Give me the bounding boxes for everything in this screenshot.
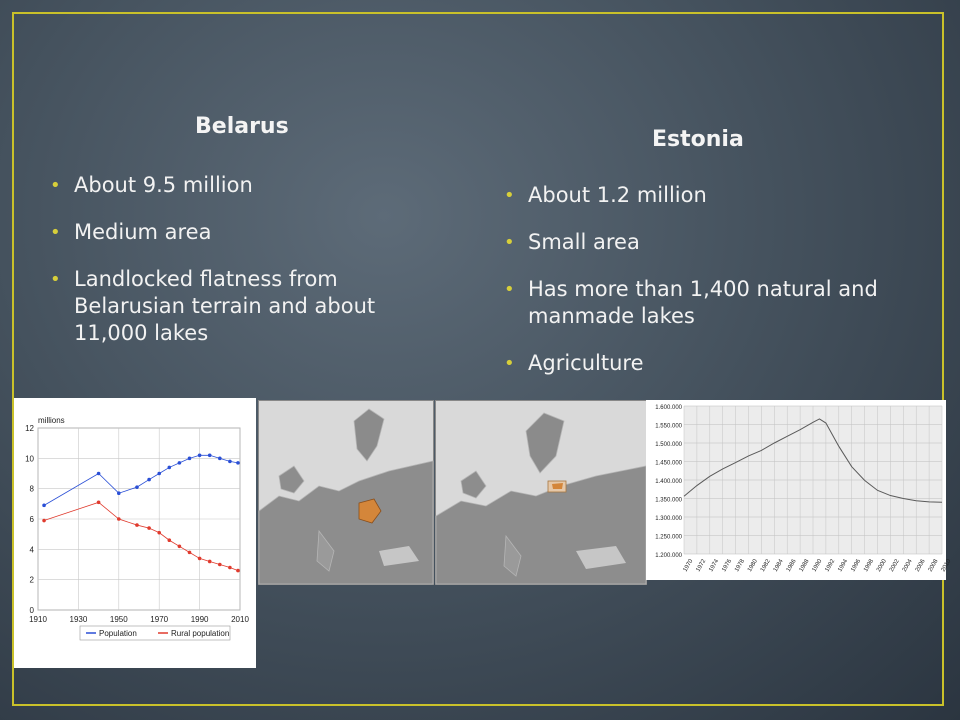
data-point (188, 457, 192, 461)
x-tick-label: 2006 (914, 558, 927, 573)
data-point (228, 566, 232, 570)
x-tick-label: 1990 (190, 615, 209, 624)
y-tick-label: 1.350.000 (655, 497, 682, 504)
x-tick-label: 1978 (734, 558, 747, 573)
bullet-icon: • (50, 175, 61, 196)
data-point (228, 460, 232, 464)
x-tick-label: 1950 (109, 615, 128, 624)
data-point (168, 538, 172, 542)
data-point (97, 472, 101, 476)
y-tick-label: 1.550.000 (655, 423, 682, 430)
x-tick-label: 2000 (876, 558, 888, 573)
estonia-bullet-text: Agriculture (528, 351, 644, 375)
belarus-title: Belarus (195, 114, 289, 139)
y-tick-label: 1.450.000 (655, 460, 682, 467)
belarus-bullet-list (46, 172, 446, 367)
belarus-population-chart (14, 398, 256, 668)
bullet-icon: • (50, 222, 61, 243)
y-tick-label: 4 (29, 545, 34, 555)
data-point (147, 478, 151, 482)
y-axis-label: millions (38, 416, 65, 425)
data-point (178, 545, 182, 549)
data-point (236, 569, 240, 573)
estonia-bullet-text: Small area (528, 230, 640, 254)
belarus-bullet-item (46, 266, 446, 347)
estonia-highlight (552, 483, 563, 489)
data-point (135, 523, 139, 527)
data-point (208, 454, 212, 458)
belarus-bullet-text: Medium area (74, 220, 212, 244)
y-tick-label: 1.500.000 (655, 442, 682, 448)
data-point (147, 526, 151, 530)
legend-label: Rural population (171, 629, 230, 638)
y-tick-label: 6 (29, 515, 34, 524)
data-point (42, 504, 46, 508)
x-tick-label: 1992 (824, 558, 837, 573)
estonia-population-chart (646, 400, 953, 580)
belarus-bullet-text: Landlocked flatness from Belarusian terrain and about 11,000 lakes (74, 267, 376, 345)
data-point (168, 466, 172, 470)
bullet-icon: • (504, 279, 515, 300)
data-point (42, 519, 46, 523)
x-tick-label: 1982 (759, 558, 772, 573)
data-point (218, 563, 222, 567)
bullet-icon: • (504, 232, 515, 253)
x-tick-label: 1998 (863, 558, 876, 573)
x-tick-label: 1976 (721, 558, 734, 573)
data-point (208, 560, 212, 564)
legend-label: Population (99, 629, 137, 638)
data-point (97, 501, 101, 505)
estonia-bullet-item (500, 182, 920, 209)
x-tick-label: 2010 (231, 615, 249, 624)
estonia-bullet-text: Has more than 1,400 natural and manmade lakes (528, 277, 878, 328)
data-point (188, 551, 192, 555)
belarus-bullet-item (46, 172, 446, 199)
bullet-icon: • (50, 269, 61, 290)
y-tick-label: 1.200.000 (655, 553, 682, 559)
y-tick-label: 8 (29, 484, 34, 494)
x-tick-label: 1994 (837, 558, 850, 573)
belarus-bullet-text: About 9.5 million (74, 173, 253, 197)
bullet-icon: • (504, 353, 515, 374)
data-point (198, 557, 202, 561)
data-point (157, 472, 161, 476)
estonia-bullet-item (500, 229, 920, 256)
x-tick-label: 1970 (682, 558, 695, 573)
y-tick-label: 2 (29, 575, 34, 585)
belarus-population-chart-panel (14, 398, 256, 668)
estonia-bullet-list (500, 182, 920, 397)
x-tick-label: 1986 (785, 558, 798, 573)
x-tick-label: 1984 (772, 558, 785, 573)
y-tick-label: 12 (25, 424, 34, 433)
estonia-bullet-item (500, 350, 920, 377)
x-tick-label: 1930 (69, 615, 88, 624)
estonia-map (435, 400, 647, 585)
x-tick-label: 2008 (927, 558, 940, 573)
x-tick-label: 2004 (901, 558, 914, 573)
x-tick-label: 1980 (747, 558, 759, 573)
estonia-bullet-text: About 1.2 million (528, 183, 707, 207)
y-tick-label: 1.600.000 (655, 405, 682, 411)
y-tick-label: 1.250.000 (655, 534, 682, 541)
estonia-title: Estonia (652, 127, 744, 152)
x-tick-label: 2010 (940, 558, 953, 573)
data-point (198, 454, 202, 458)
y-tick-label: 0 (29, 606, 34, 615)
bullet-icon: • (504, 185, 515, 206)
estonia-bullet-item (500, 276, 920, 330)
data-point (178, 461, 182, 465)
data-point (117, 491, 121, 495)
y-tick-label: 1.300.000 (655, 516, 682, 522)
belarus-map (258, 400, 434, 585)
x-tick-label: 1910 (29, 615, 47, 624)
data-point (236, 461, 240, 465)
estonia-population-chart-panel (646, 400, 953, 580)
y-tick-label: 10 (25, 454, 34, 464)
x-tick-label: 1972 (695, 558, 708, 573)
data-point (218, 457, 222, 461)
data-point (135, 485, 139, 489)
belarus-bullet-item (46, 219, 446, 246)
data-point (157, 531, 161, 535)
x-tick-label: 1988 (798, 558, 811, 573)
y-tick-label: 1.400.000 (655, 479, 682, 485)
x-tick-label: 2002 (888, 558, 901, 573)
x-tick-label: 1970 (150, 615, 169, 624)
x-tick-label: 1990 (811, 558, 824, 573)
x-tick-label: 1996 (850, 558, 863, 573)
data-point (117, 517, 121, 521)
x-tick-label: 1974 (708, 558, 721, 573)
